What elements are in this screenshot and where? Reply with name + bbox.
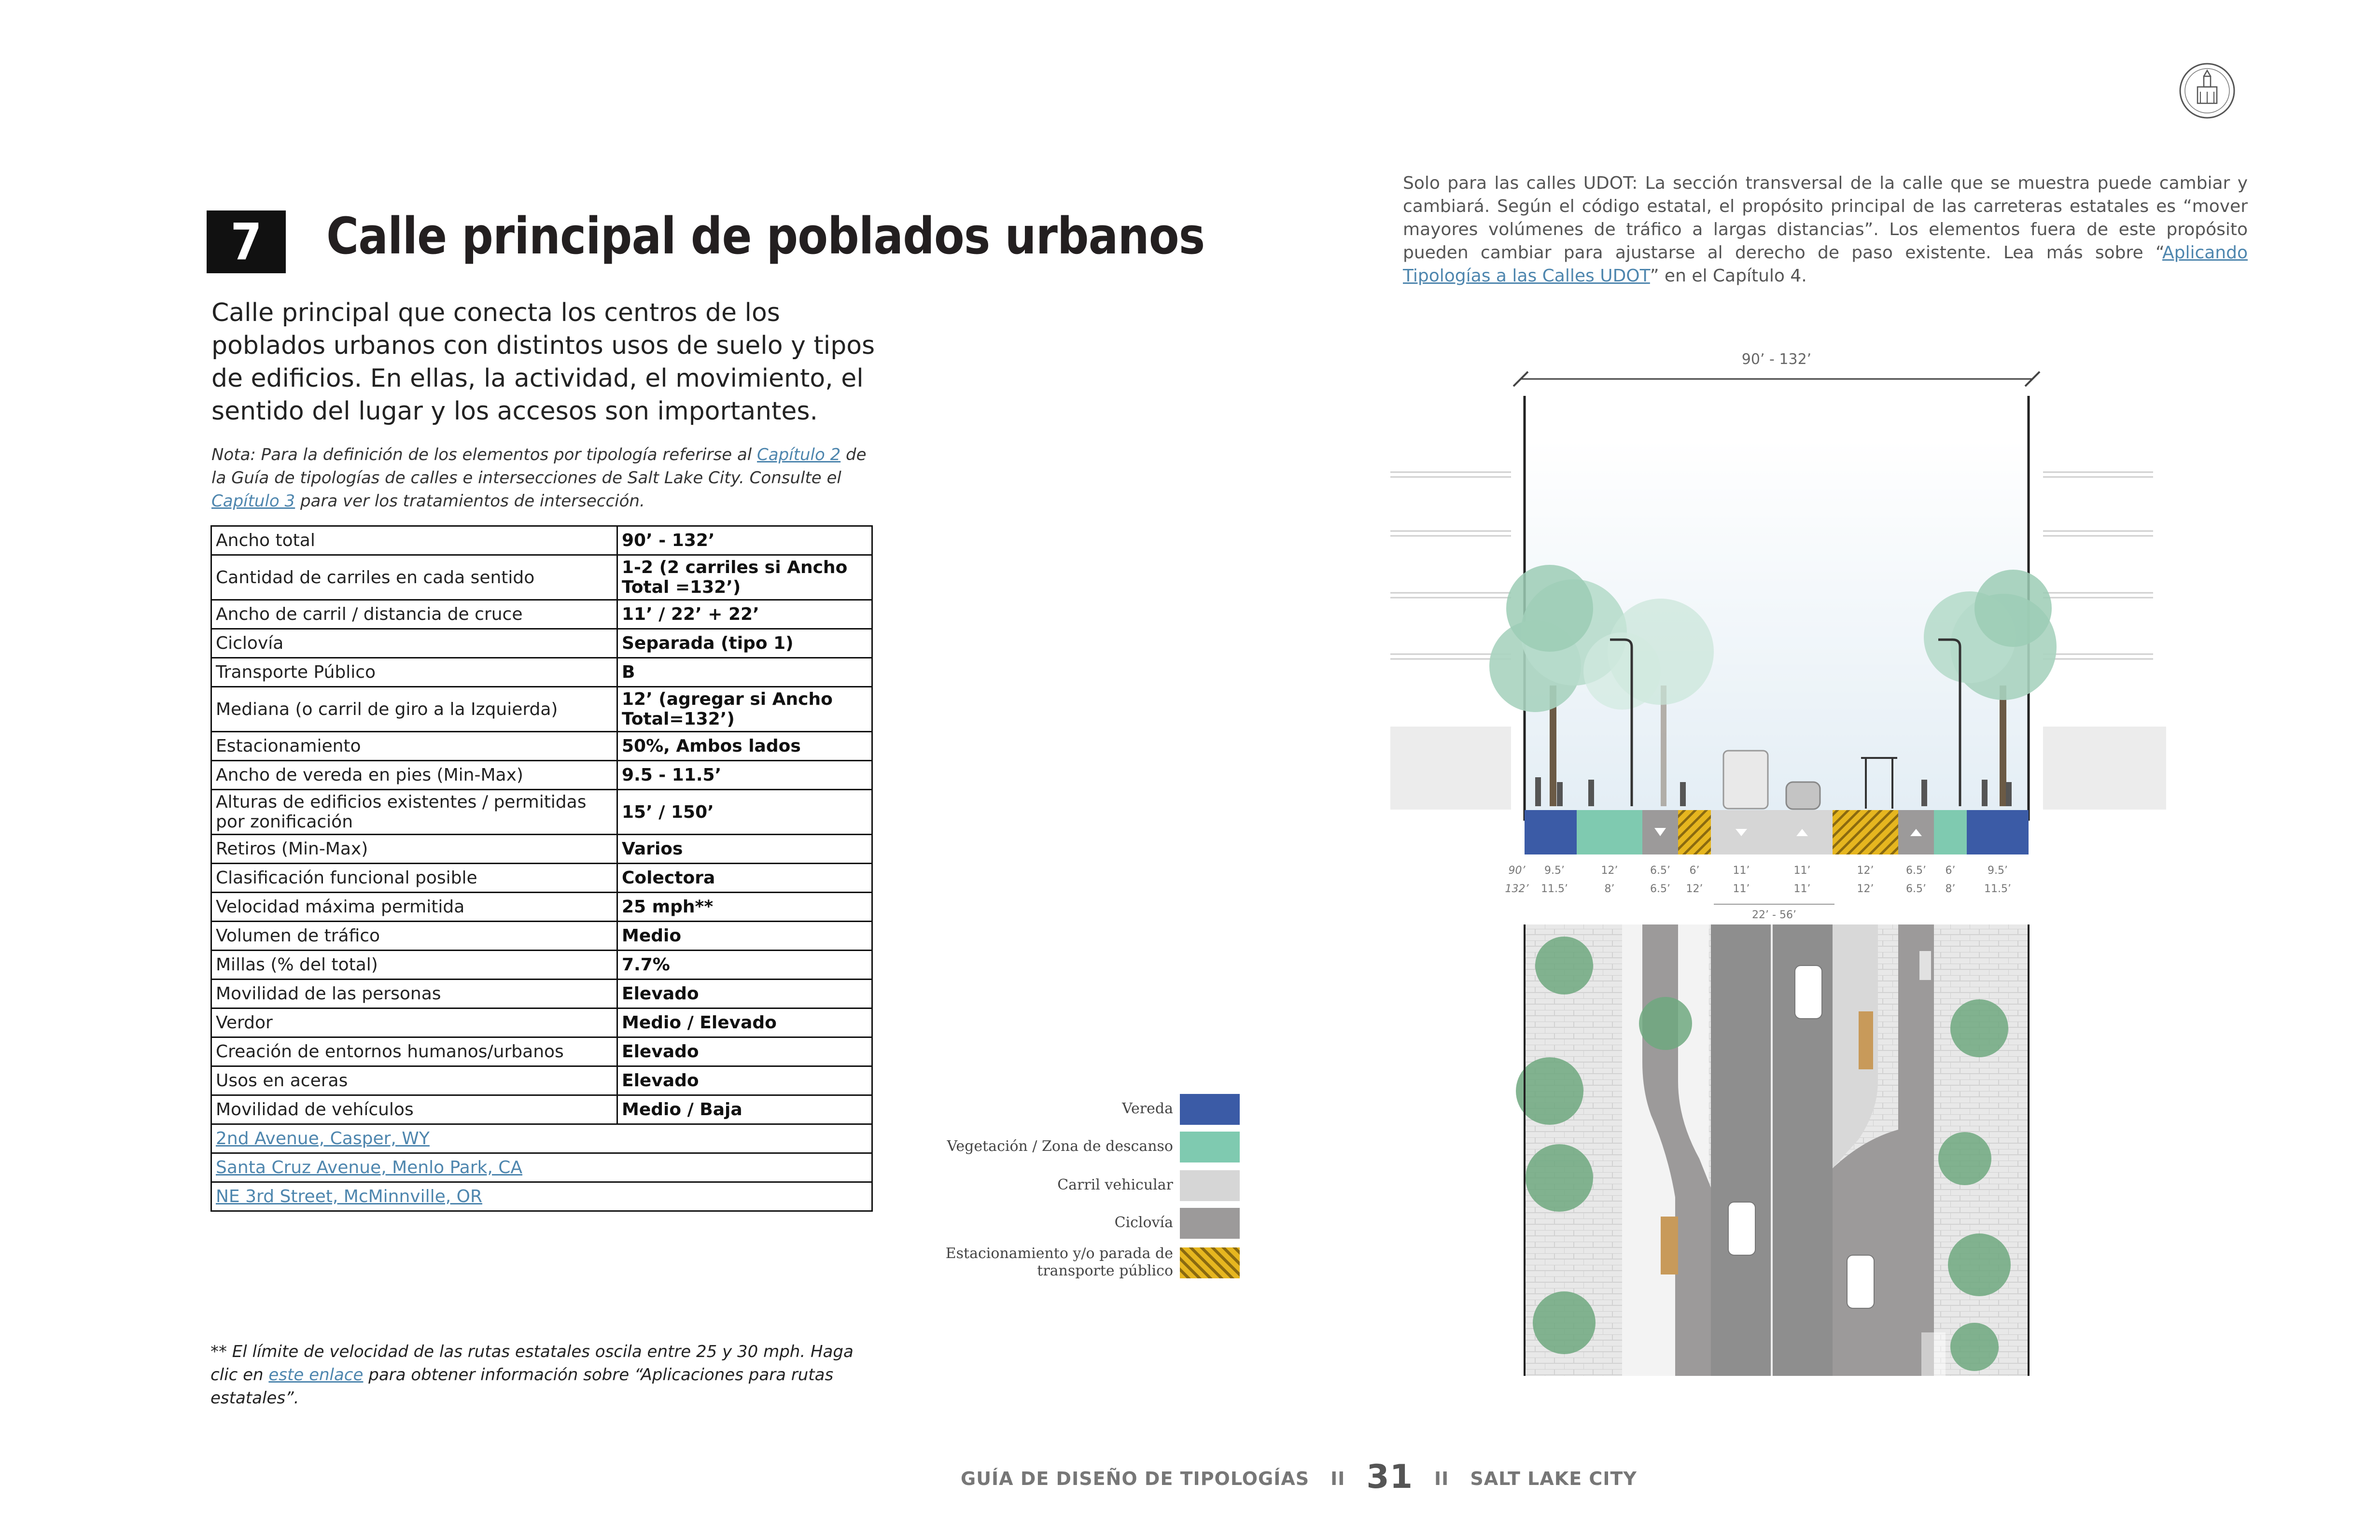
spec-value: 50%, Ambos lados <box>617 732 872 761</box>
spec-value: 12’ (agregar si Ancho Total=132’) <box>617 687 872 732</box>
lane-width-label: 6.5’ <box>1906 883 1926 895</box>
spec-row <box>211 761 872 790</box>
lane-width-label: 11.5’ <box>1984 883 2011 895</box>
lane-width-label: 132’ <box>1505 883 1529 895</box>
footer-city: SALT LAKE CITY <box>1470 1468 1637 1489</box>
spec-value: 15’ / 150’ <box>617 790 872 835</box>
specs-table <box>210 525 873 1212</box>
spec-value: Medio <box>617 922 872 951</box>
lane-width-label: 12’ <box>1857 883 1874 895</box>
example-row <box>211 1124 872 1153</box>
spec-value: Medio / Elevado <box>617 1008 872 1037</box>
footnote <box>210 1340 877 1410</box>
spec-label: Alturas de edificios existentes / permitidas por zonificación <box>211 790 617 835</box>
spec-label: Ancho de vereda en pies (Min-Max) <box>211 761 617 790</box>
footnote-suffix: para obtener información sobre “Aplicaciones para rutas estatales”. <box>210 1365 834 1408</box>
lane-width-label: 9.5’ <box>1988 865 2008 877</box>
spec-value: Medio / Baja <box>617 1095 872 1124</box>
legend-swatch <box>1180 1170 1240 1201</box>
spec-row <box>211 1037 872 1066</box>
chapter-3-link[interactable]: Capítulo 3 <box>211 491 295 511</box>
section-number-badge <box>207 210 286 273</box>
spec-row <box>211 600 872 629</box>
legend-item <box>898 1092 1255 1126</box>
section-number: 7 <box>230 212 262 271</box>
state-routes-link[interactable]: este enlace <box>268 1365 364 1385</box>
example-street-link[interactable]: NE 3rd Street, McMinnville, OR <box>211 1182 872 1211</box>
spec-label: Verdor <box>211 1008 617 1037</box>
spec-value: Colectora <box>617 864 872 893</box>
lane-width-label: 6’ <box>1689 865 1700 877</box>
spec-row <box>211 951 872 980</box>
spec-label: Ancho de carril / distancia de cruce <box>211 600 617 629</box>
spec-row <box>211 980 872 1008</box>
spec-row <box>211 1008 872 1037</box>
spec-row <box>211 526 872 555</box>
spec-label: Ciclovía <box>211 629 617 658</box>
spec-value: 9.5 - 11.5’ <box>617 761 872 790</box>
bus-elevation <box>1723 751 1768 809</box>
spec-label: Clasificación funcional posible <box>211 864 617 893</box>
lane-width-label: 9.5’ <box>1544 865 1565 877</box>
spec-value: Elevado <box>617 980 872 1008</box>
spec-label: Velocidad máxima permitida <box>211 893 617 922</box>
spec-label: Volumen de tráfico <box>211 922 617 951</box>
legend-label: Estacionamiento y/o parada de transporte público <box>945 1245 1173 1279</box>
car-elevation <box>1786 782 1820 809</box>
legend-label: Vegetación / Zona de descanso <box>947 1138 1173 1155</box>
legend-item <box>898 1246 1255 1279</box>
lane-width-label: 6.5’ <box>1650 883 1670 895</box>
legend-swatch <box>1180 1132 1240 1162</box>
zone-color-strip <box>1525 810 2029 854</box>
street-plan-view <box>1516 924 2029 1376</box>
lane-width-label: 6.5’ <box>1650 865 1670 877</box>
legend-item <box>898 1206 1255 1240</box>
spec-label: Millas (% del total) <box>211 951 617 980</box>
spec-value: 90’ - 132’ <box>617 526 872 555</box>
spec-row <box>211 687 872 732</box>
salt-lake-city-seal-icon <box>2178 62 2236 120</box>
example-row <box>211 1153 872 1182</box>
page-title: Calle principal de poblados urbanos <box>326 207 1205 266</box>
spec-row <box>211 658 872 687</box>
legend-swatch <box>1180 1208 1240 1239</box>
spec-row <box>211 555 872 600</box>
crossing-distance-label: 22’ - 56’ <box>1752 909 1796 921</box>
spec-row <box>211 864 872 893</box>
spec-row <box>211 922 872 951</box>
spec-row <box>211 893 872 922</box>
udot-text: Solo para las calles UDOT: La sección transversal de la calle que se muestra puede cambiar y cambiará. Según el código estatal, el propósito principal de las carreteras estatales es “mover mayores volúmenes de tráfico a largas distancias”. Los elementos fuera de este propósito pueden cambiar para ajustarse al derecho de paso existente. Lea más sobre “ <box>1403 173 2248 263</box>
footer-separator: II <box>1434 1468 1449 1489</box>
spec-label: Ancho total <box>211 526 617 555</box>
lane-width-label: 12’ <box>1601 865 1618 877</box>
note-paragraph <box>211 443 873 513</box>
spec-value: 7.7% <box>617 951 872 980</box>
spec-value: Elevado <box>617 1037 872 1066</box>
spec-row <box>211 1095 872 1124</box>
spec-value: B <box>617 658 872 687</box>
spec-label: Transporte Público <box>211 658 617 687</box>
legend-item <box>898 1168 1255 1202</box>
spec-label: Movilidad de vehículos <box>211 1095 617 1124</box>
udot-suffix: ” en el Capítulo 4. <box>1650 266 1807 286</box>
example-street-link[interactable]: Santa Cruz Avenue, Menlo Park, CA <box>211 1153 872 1182</box>
footer-guide-title: GUÍA DE DISEÑO DE TIPOLOGÍAS <box>961 1468 1310 1489</box>
note-middle: de la Guía de tipologías de calles e intersecciones de Salt Lake City. Consulte el <box>211 445 867 488</box>
lane-width-label: 12’ <box>1857 865 1874 877</box>
lane-width-label: 8’ <box>1604 883 1615 895</box>
lane-dimension-labels <box>1505 865 2011 895</box>
lane-width-label: 11.5’ <box>1541 883 1568 895</box>
legend-label: Ciclovía <box>1114 1214 1173 1231</box>
legend-swatch <box>1180 1247 1240 1278</box>
lane-width-label: 12’ <box>1686 883 1703 895</box>
specs-table-body <box>211 526 872 1211</box>
spec-label: Estacionamiento <box>211 732 617 761</box>
footer-separator: II <box>1330 1468 1345 1489</box>
spec-label: Mediana (o carril de giro a la Izquierda) <box>211 687 617 732</box>
street-cross-section-diagram <box>1390 338 2182 1376</box>
spec-value: 25 mph** <box>617 893 872 922</box>
spec-label: Cantidad de carriles en cada sentido <box>211 555 617 600</box>
spec-label: Usos en aceras <box>211 1066 617 1095</box>
udot-note <box>1403 172 2248 288</box>
page-number: 31 <box>1366 1458 1414 1496</box>
total-width-label: 90’ - 132’ <box>1741 351 1812 368</box>
spec-row <box>211 629 872 658</box>
spec-value: Varios <box>617 835 872 864</box>
spec-row <box>211 732 872 761</box>
lane-width-label: 11’ <box>1793 865 1811 877</box>
lane-width-label: 11’ <box>1793 883 1811 895</box>
note-prefix: Nota: Para la definición de los elementos por tipología referirse al <box>211 445 757 464</box>
note-suffix: para ver los tratamientos de intersección. <box>295 491 645 511</box>
lane-width-label: 11’ <box>1733 883 1750 895</box>
lane-width-label: 6.5’ <box>1906 865 1926 877</box>
spec-label: Movilidad de las personas <box>211 980 617 1008</box>
lane-width-label: 11’ <box>1733 865 1750 877</box>
spec-value: Separada (tipo 1) <box>617 629 872 658</box>
spec-row <box>211 1066 872 1095</box>
legend-item <box>898 1130 1255 1163</box>
lane-width-label: 90’ <box>1508 865 1526 877</box>
page-footer <box>961 1458 1637 1496</box>
spec-label: Retiros (Min-Max) <box>211 835 617 864</box>
example-row <box>211 1182 872 1211</box>
spec-value: Elevado <box>617 1066 872 1095</box>
lane-width-label: 6’ <box>1945 865 1956 877</box>
spec-label: Creación de entornos humanos/urbanos <box>211 1037 617 1066</box>
intro-paragraph: Calle principal que conecta los centros de los poblados urbanos con distintos usos de suelo y tipos de edificios. En ellas, la actividad, el movimiento, el sentido del lugar y los accesos son importantes. <box>211 298 875 426</box>
spec-value: 1-2 (2 carriles si Ancho Total =132’) <box>617 555 872 600</box>
udot-link[interactable]: Aplicando Tipologías a las Calles UDOT <box>1403 243 2248 286</box>
spec-value: 11’ / 22’ + 22’ <box>617 600 872 629</box>
lane-width-label: 8’ <box>1945 883 1956 895</box>
legend-label: Carril vehicular <box>1057 1176 1173 1193</box>
spec-row <box>211 835 872 864</box>
example-street-link[interactable]: 2nd Avenue, Casper, WY <box>211 1124 872 1153</box>
chapter-2-link[interactable]: Capítulo 2 <box>757 445 841 464</box>
legend-label: Vereda <box>1122 1100 1173 1117</box>
spec-row <box>211 790 872 835</box>
footnote-text: ** El límite de velocidad de las rutas estatales oscila entre 25 y 30 mph. Haga clic en <box>210 1342 854 1385</box>
legend-swatch <box>1180 1094 1240 1125</box>
